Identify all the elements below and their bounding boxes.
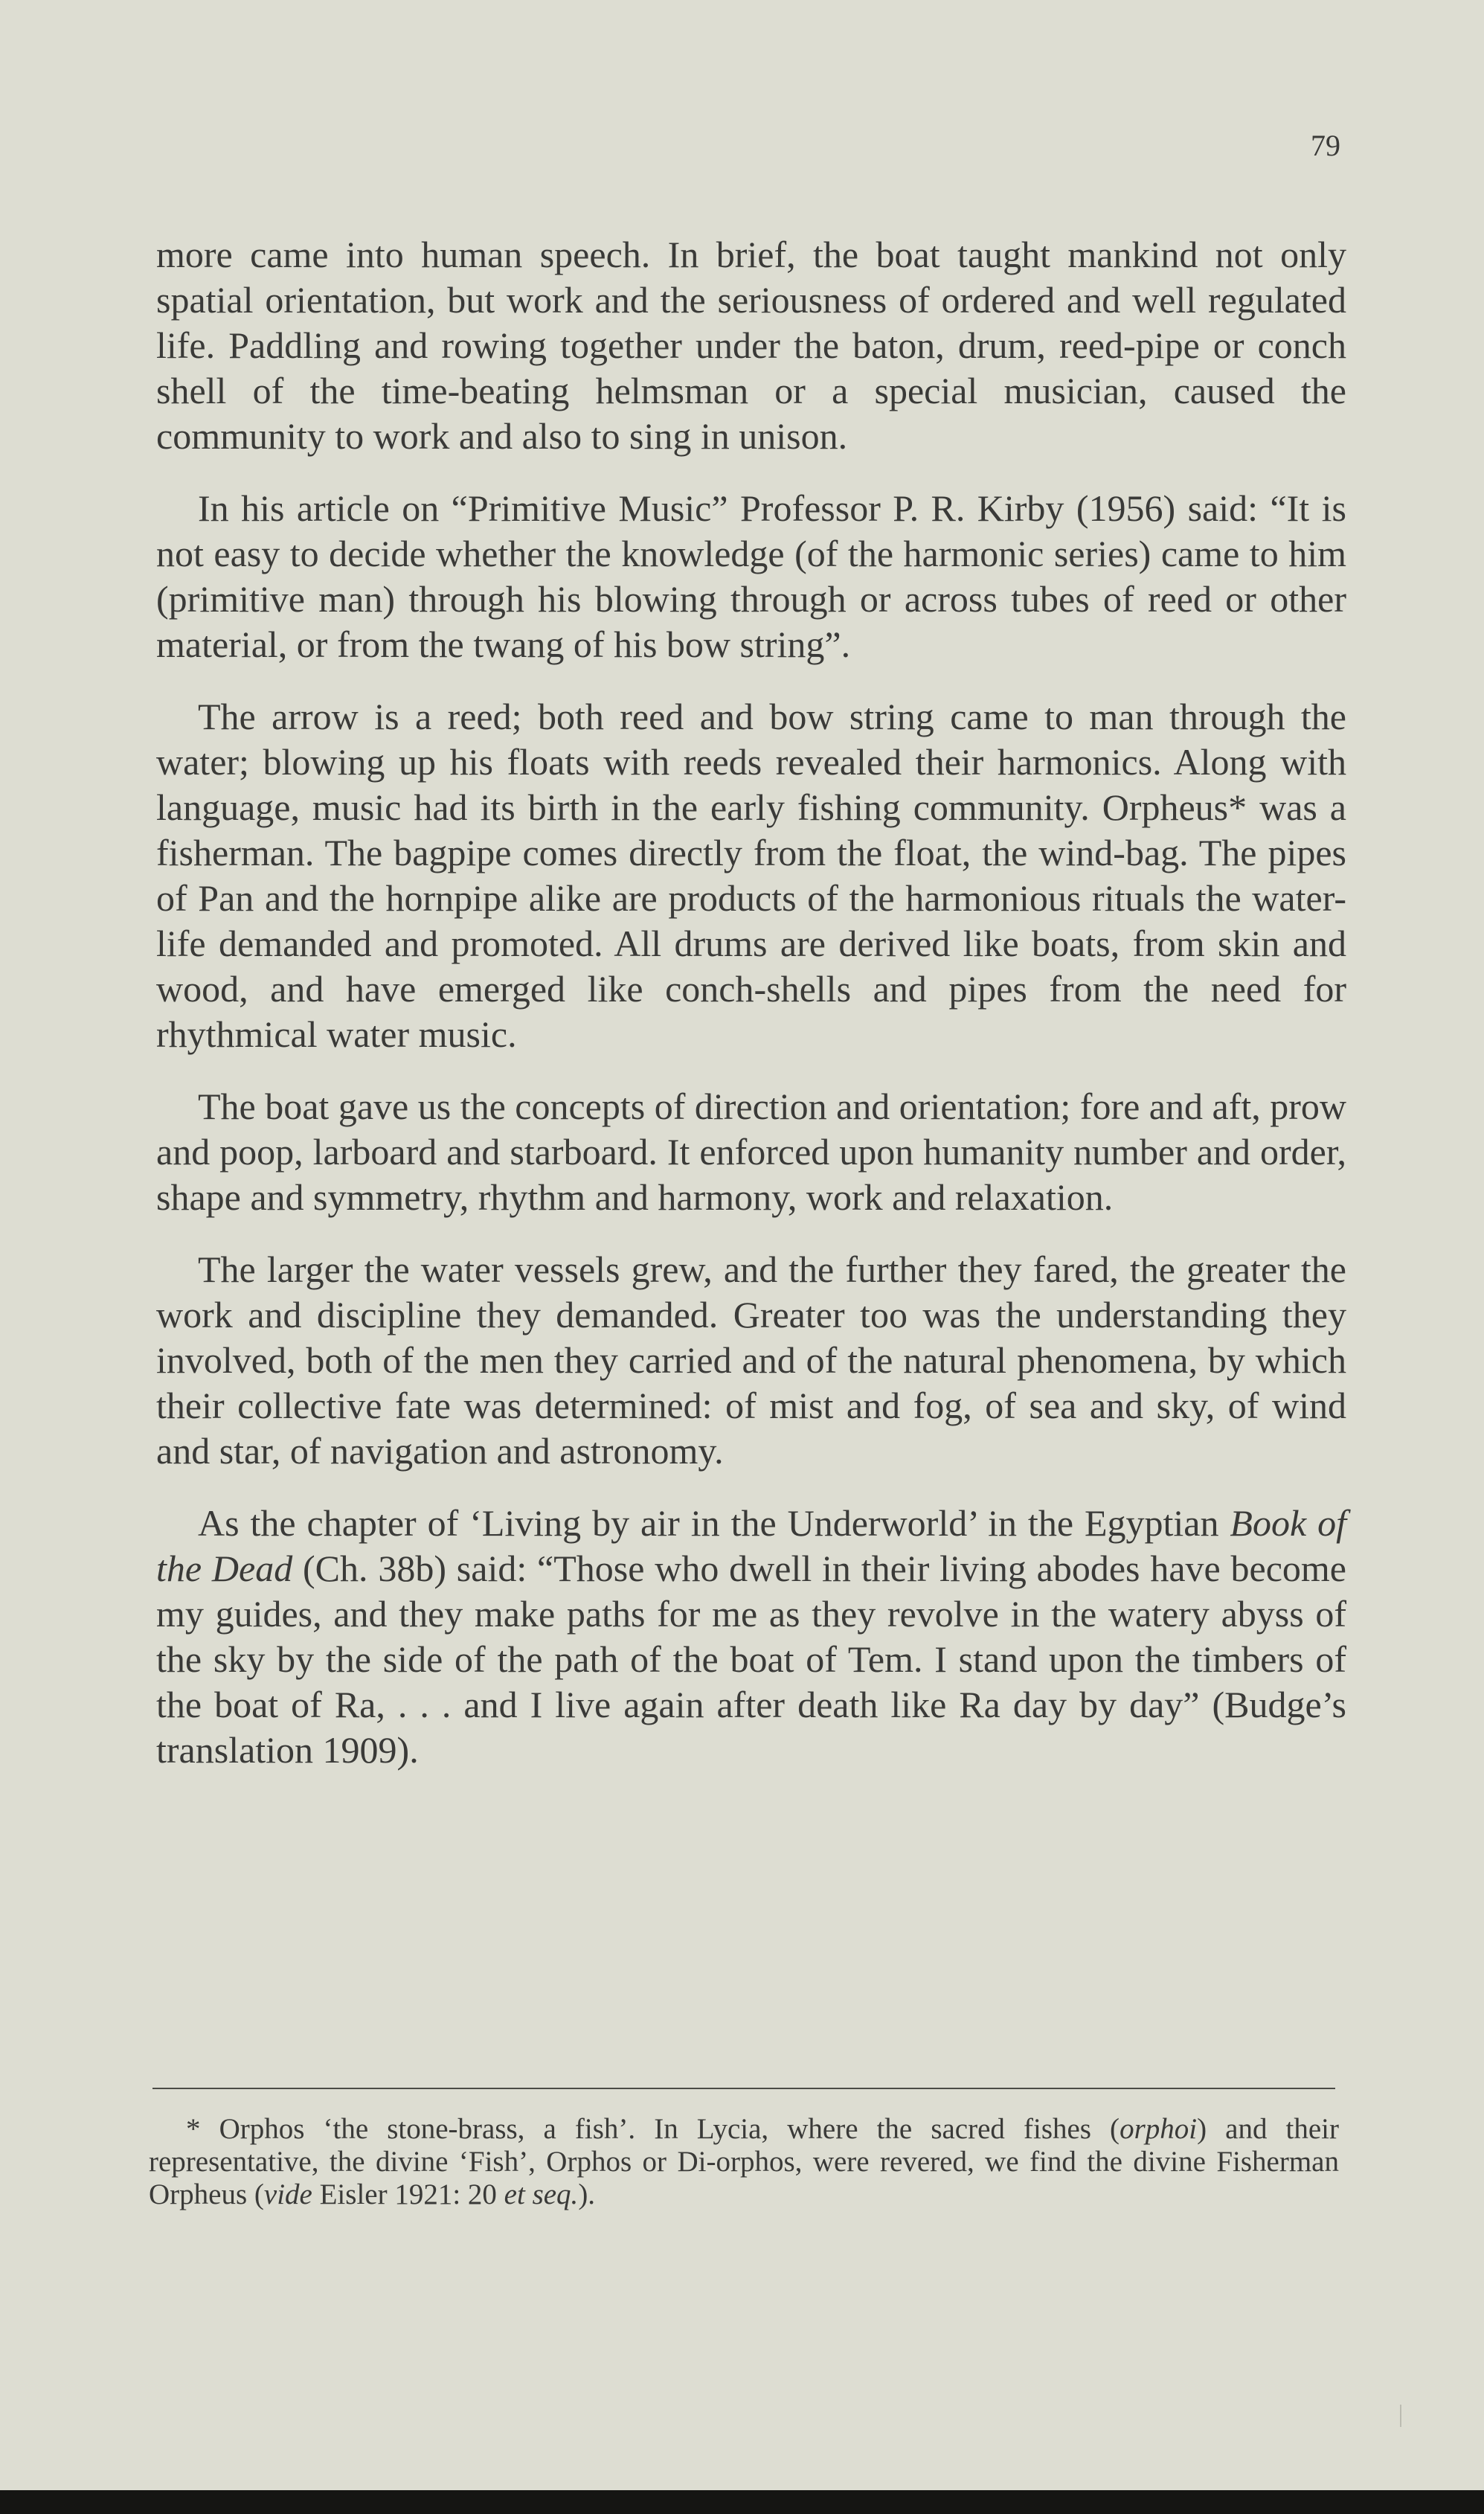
footnote-italic-1: orphoi: [1120, 2113, 1198, 2145]
margin-mark: [1400, 2405, 1401, 2427]
paragraph-6-text-b: (Ch. 38b) said: “Those who dwell in their living abodes have become my guides, and they make paths for me as they revolve in the watery abyss of the sky by the side of the path of the boat of Tem. I stand upon the timbers of the boat of Ra, . . . and I live again after death like Ra day by day” (Budge’s translation 1909).: [156, 1548, 1346, 1771]
book-title-italic: Book of the Dead: [156, 1502, 1346, 1589]
paragraph-3: The arrow is a reed; both reed and bow string came to man through the water; blowing up his floats with reeds revealed their harmonics. Along with language, music had its birth in the early fishing community. Orpheus* was a fisherman. The bagpipe comes directly from the float, the wind-bag. The pipes of Pan and the hornpipe alike are products of the harmonious rituals the water-life demanded and promoted. All drums are derived like boats, from skin and wood, and have emerged like conch-shells and pipes from the need for rhythmical water music.: [156, 696, 1346, 1055]
paragraph-4: The boat gave us the concepts of direction and orientation; fore and aft, prow and poop, larboard and starboard. It enforced upon humanity number and order, shape and symmetry, rhythm and harmony, work and relaxation.: [156, 1086, 1346, 1218]
paragraph-1: more came into human speech. In brief, the boat taught mankind not only spatial orientation, but work and the seriousness of ordered and well regulated life. Paddling and rowing together under the baton, drum, reed-pipe or conch shell of the time-beating helmsman or a special musician, caused the community to work and also to sing in unison.: [156, 234, 1346, 457]
footnote-italic-3: et seq.: [504, 2178, 579, 2210]
footnote-divider: [152, 2088, 1335, 2089]
page-number: 79: [1311, 129, 1340, 162]
footnote-text-4: ).: [578, 2178, 596, 2210]
footnote: [149, 2113, 1339, 2211]
footnote-italic-2: vide: [263, 2178, 312, 2210]
paragraph-6: [156, 1501, 1346, 1773]
footnote-text-3: Eisler 1921: 20: [312, 2178, 504, 2210]
footnote-text-2: ) and their representative, the divine ‘Fish’, Orphos or Di-orphos, were revered, we find the divine Fisherman Orpheus (: [149, 2113, 1340, 2210]
paragraph-5: The larger the water vessels grew, and the further they fared, the greater the work and discipline they demanded. Greater too was the understanding they involved, both of the men they carried and of the natural phenomena, by which their collective fate was determined: of mist and fog, of sea and sky, of wind and star, of navigation and astronomy.: [156, 1248, 1346, 1472]
footnote-text-1: * Orphos ‘the stone-brass, a fish’. In Lycia, where the sacred fishes (: [186, 2113, 1120, 2145]
body-text: [156, 232, 1346, 1800]
scan-edge-bar: [0, 2490, 1484, 2514]
paragraph-6-text-a: As the chapter of ‘Living by air in the Underworld’ in the Egyptian: [198, 1502, 1230, 1544]
paragraph-2: In his article on “Primitive Music” Professor P. R. Kirby (1956) said: “It is not easy to decide whether the knowledge (of the harmonic series) came to him (primitive man) through his blowing through or across tubes of reed or other material, or from the twang of his bow string”.: [156, 487, 1346, 665]
